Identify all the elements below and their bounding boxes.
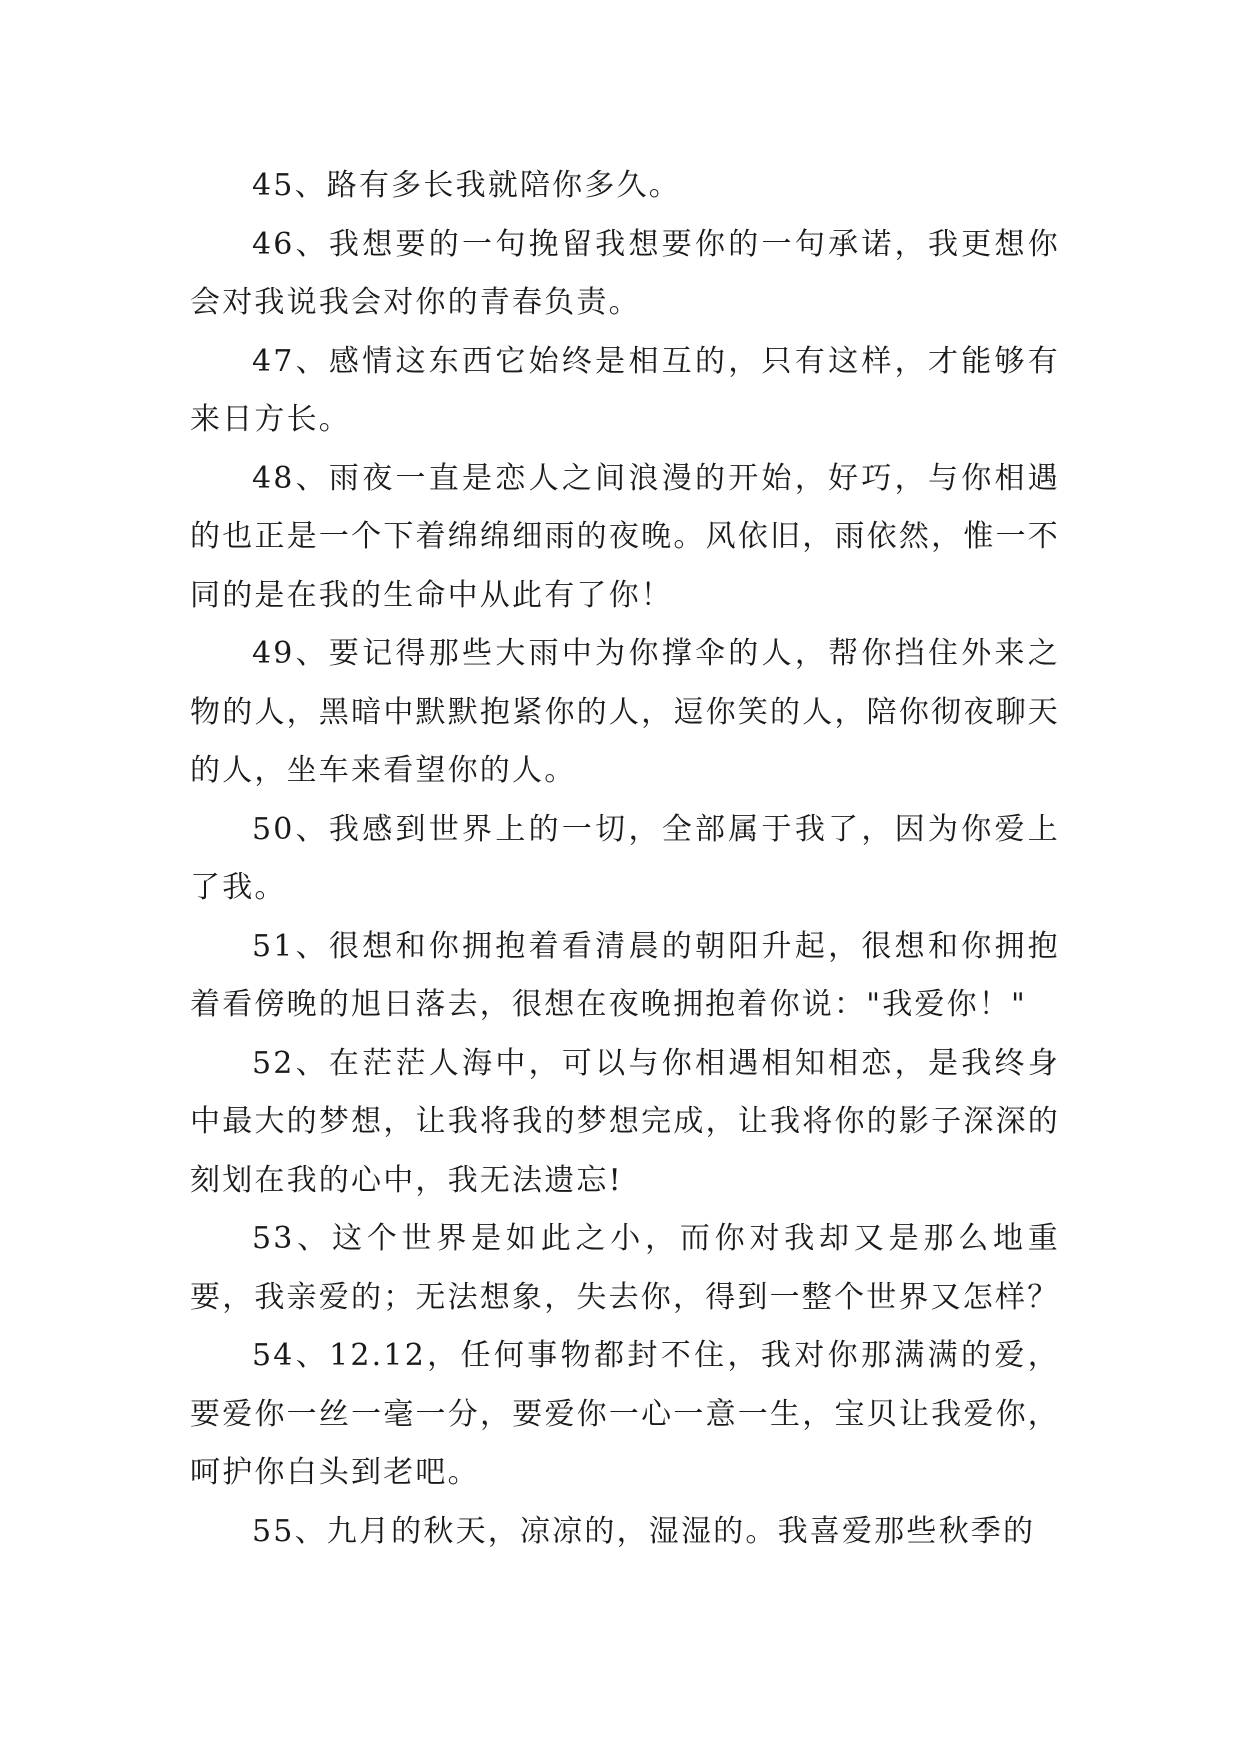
document-body (190, 157, 1060, 1561)
paragraph-51: 51、很想和你拥抱着看清晨的朝阳升起，很想和你拥抱着看傍晚的旭日落去，很想在夜晚拥抱着你说："我爱你！" (190, 928, 1060, 1022)
paragraph-48: 48、雨夜一直是恋人之间浪漫的开始，好巧，与你相遇的也正是一个下着绵绵细雨的夜晚。风依旧，雨依然，惟一不同的是在我的生命中从此有了你！ (190, 460, 1060, 613)
paragraph-49: 49、要记得那些大雨中为你撑伞的人，帮你挡住外来之物的人，黑暗中默默抱紧你的人，逗你笑的人，陪你彻夜聊天的人，坐车来看望你的人。 (190, 636, 1060, 788)
paragraph-45: 45、路有多长我就陪你多久。 (252, 168, 681, 203)
paragraph-55: 55、九月的秋天，凉凉的，湿湿的。我喜爱那些秋季的 (252, 1513, 1036, 1549)
paragraph-54: 54、12.12，任何事物都封不住，我对你那满满的爱，要爱你一丝一毫一分，要爱你一心一意一生，宝贝让我爱你，呵护你白头到老吧。 (190, 1338, 1060, 1490)
paragraph-50: 50、我感到世界上的一切，全部属于我了，因为你爱上了我。 (190, 811, 1060, 905)
paragraph-46: 46、我想要的一句挽留我想要你的一句承诺，我更想你会对我说我会对你的青春负责。 (190, 226, 1060, 320)
paragraph-53: 53、这个世界是如此之小，而你对我却又是那么地重要，我亲爱的；无法想象，失去你，得到一整个世界又怎样？ (190, 1221, 1060, 1315)
paragraph-47: 47、感情这东西它始终是相互的，只有这样，才能够有来日方长。 (190, 343, 1060, 437)
paragraph-52: 52、在茫茫人海中，可以与你相遇相知相恋，是我终身中最大的梦想，让我将我的梦想完成，让我将你的影子深深的刻划在我的心中，我无法遗忘! (190, 1045, 1060, 1198)
